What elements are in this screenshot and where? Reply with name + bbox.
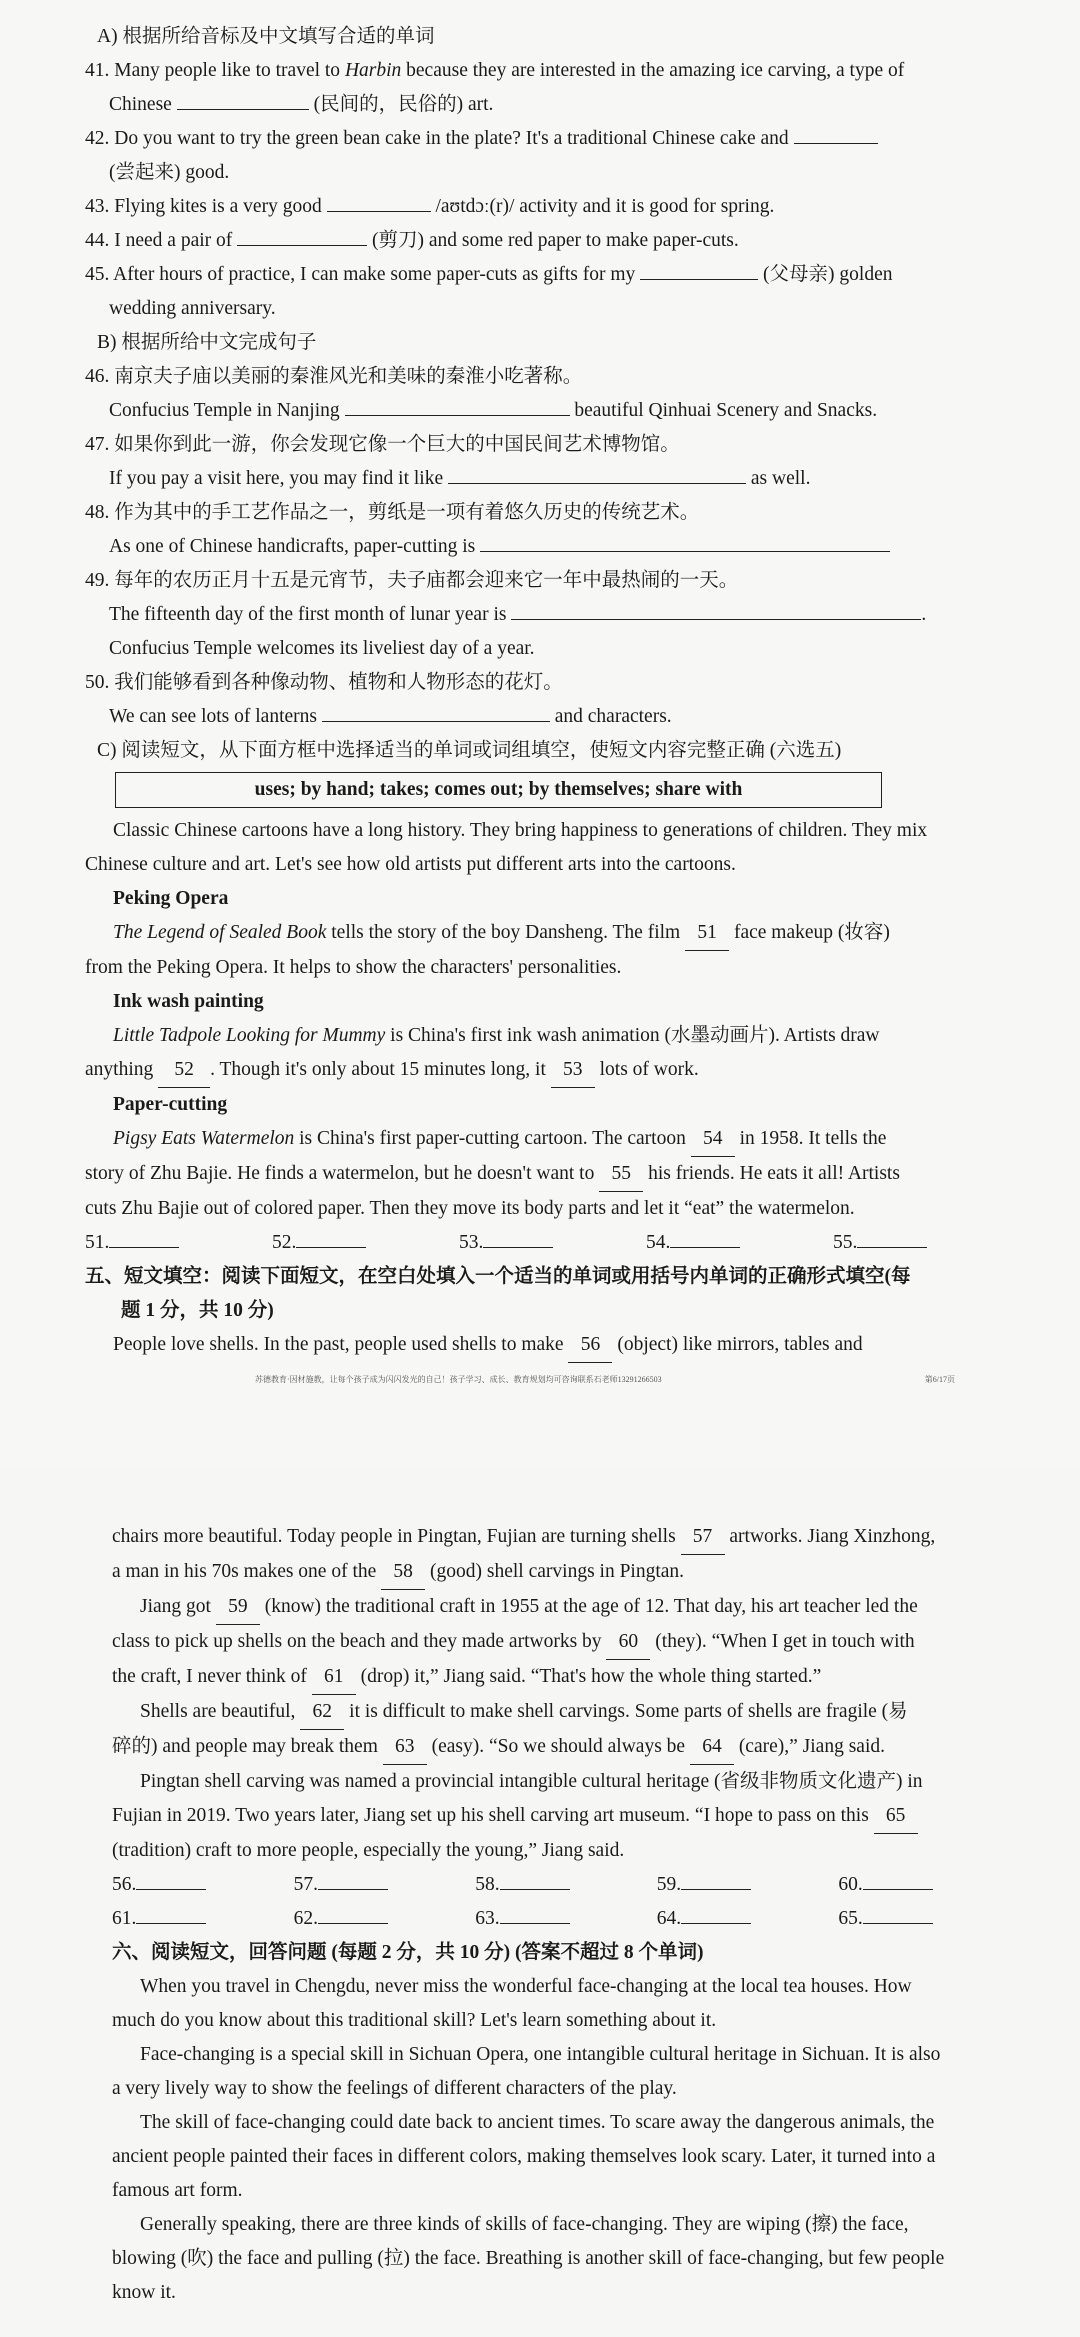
passage-line: a very lively way to show the feelings of different characters of the play. bbox=[112, 2078, 677, 2099]
answer-blank-58[interactable]: 58 bbox=[381, 1555, 425, 1590]
answer-row-51-55 bbox=[85, 1226, 1020, 1260]
passage-line: ancient people painted their faces in different colors, making themselves look scary. Later, it turned into a bbox=[112, 2146, 936, 2167]
question-45: 45. After hours of practice, I can make some paper-cuts as gifts for my (父母亲) golden bbox=[85, 258, 1020, 292]
question-41: 41. Many people like to travel to Harbin because they are interested in the amazing ice carving, a type of bbox=[85, 60, 905, 81]
passage-line: know it. bbox=[112, 2282, 176, 2303]
word-bank-box: uses; by hand; takes; comes out; by themselves; share with bbox=[115, 772, 882, 808]
answer-number: 58. bbox=[475, 1874, 500, 1895]
answer-blank-57[interactable]: 57 bbox=[681, 1520, 725, 1555]
answer-number: 56. bbox=[112, 1874, 137, 1895]
question-50: We can see lots of lanterns and characters. bbox=[85, 700, 1020, 734]
question-48-cn: 48. 作为其中的手工艺作品之一，剪纸是一项有着悠久历史的传统艺术。 bbox=[85, 502, 700, 523]
question-48: As one of Chinese handicrafts, paper-cutting is bbox=[85, 530, 1020, 564]
answer-blank[interactable] bbox=[500, 1905, 570, 1924]
answer-blank-60[interactable]: 60 bbox=[606, 1625, 650, 1660]
passage-line: 碎的) and people may break them 63 (easy). “So we should always be 64 (care),” Jiang said. bbox=[112, 1730, 1020, 1765]
part-c-heading: C) 阅读短文，从下面方框中选择适当的单词或词组填空，使短文内容完整正确 (六选五) bbox=[97, 740, 842, 761]
passage-line: Face-changing is a special skill in Sichuan Opera, one intangible cultural heritage in Sichuan. It is also bbox=[140, 2044, 941, 2065]
question-46: Confucius Temple in Nanjing beautiful Qinhuai Scenery and Snacks. bbox=[85, 394, 1020, 428]
answer-blank[interactable] bbox=[318, 1905, 388, 1924]
answer-blank-62[interactable]: 62 bbox=[300, 1695, 344, 1730]
passage-line: When you travel in Chengdu, never miss the wonderful face-changing at the local tea houses. How bbox=[140, 1976, 912, 1997]
answer-blank-54[interactable]: 54 bbox=[691, 1122, 735, 1157]
passage-line: blowing (吹) the face and pulling (拉) the face. Breathing is another skill of face-changing, but few people bbox=[112, 2248, 945, 2269]
passage-line: Fujian in 2019. Two years later, Jiang set up his shell carving art museum. “I hope to pass on this 65 bbox=[112, 1799, 1020, 1834]
passage-line: Jiang got 59 (know) the traditional craft in 1955 at the age of 12. That day, his art teacher led the bbox=[112, 1590, 1020, 1625]
answer-blank[interactable] bbox=[136, 1905, 206, 1924]
passage-line: chairs more beautiful. Today people in Pingtan, Fujian are turning shells 57 artworks. Jiang Xinzhong, bbox=[112, 1520, 1020, 1555]
answer-blank-52[interactable]: 52 bbox=[158, 1053, 210, 1088]
page-number: 第6/17页 bbox=[924, 1375, 955, 1384]
answer-blank-64[interactable]: 64 bbox=[690, 1730, 734, 1765]
question-43: 43. Flying kites is a very good /aʊtdɔː(r)/ activity and it is good for spring. bbox=[85, 190, 1020, 224]
passage-line: the craft, I never think of 61 (drop) it,” Jiang said. “That's how the whole thing started.” bbox=[112, 1660, 1020, 1695]
question-42: 42. Do you want to try the green bean cake in the plate? It's a traditional Chinese cake and bbox=[85, 122, 1020, 156]
question-46-cn: 46. 南京夫子庙以美丽的秦淮风光和美味的秦淮小吃著称。 bbox=[85, 366, 583, 387]
answer-number: 60. bbox=[838, 1874, 863, 1895]
answer-blank[interactable] bbox=[177, 91, 309, 110]
passage-line: anything 52 . Though it's only about 15 minutes long, it 53 lots of work. bbox=[85, 1053, 1020, 1088]
part-b-heading: B) 根据所给中文完成句子 bbox=[97, 332, 317, 353]
answer-number: 53. bbox=[459, 1232, 484, 1253]
part-a-heading: A) 根据所给音标及中文填写合适的单词 bbox=[97, 26, 435, 47]
passage-line: The Legend of Sealed Book tells the story of the boy Dansheng. The film 51 face makeup (妆容) bbox=[85, 916, 1020, 951]
answer-blank-51[interactable]: 51 bbox=[685, 916, 729, 951]
answer-number: 62. bbox=[293, 1908, 318, 1929]
question-41-cont: Chinese (民间的，民俗的) art. bbox=[85, 88, 1020, 122]
section-5-heading-cont: 题 1 分，共 10 分) bbox=[121, 1300, 274, 1321]
answer-blank-53[interactable]: 53 bbox=[551, 1053, 595, 1088]
answer-blank[interactable] bbox=[511, 601, 921, 620]
answer-blank[interactable] bbox=[345, 397, 570, 416]
answer-row-61-65 bbox=[112, 1902, 1020, 1936]
answer-number: 57. bbox=[293, 1874, 318, 1895]
question-42-cont: (尝起来) good. bbox=[109, 162, 230, 183]
answer-blank-65[interactable]: 65 bbox=[874, 1799, 918, 1834]
page-footer bbox=[85, 1373, 955, 1387]
question-47: If you pay a visit here, you may find it like as well. bbox=[85, 462, 1020, 496]
answer-blank[interactable] bbox=[318, 1871, 388, 1890]
answer-blank[interactable] bbox=[794, 125, 878, 144]
passage-line: famous art form. bbox=[112, 2180, 243, 2201]
passage-line: story of Zhu Bajie. He finds a watermelon, but he doesn't want to 55 his friends. He eats it all! Artists bbox=[85, 1157, 1020, 1192]
answer-blank-61[interactable]: 61 bbox=[312, 1660, 356, 1695]
subheading-ink-wash: Ink wash painting bbox=[113, 991, 264, 1012]
answer-blank[interactable] bbox=[136, 1871, 206, 1890]
passage-line: Generally speaking, there are three kinds of skills of face-changing. They are wiping (擦) the face, bbox=[140, 2214, 909, 2235]
answer-blank[interactable] bbox=[681, 1871, 751, 1890]
passage-line: People love shells. In the past, people used shells to make 56 (object) like mirrors, tables and bbox=[85, 1328, 1020, 1363]
answer-row-56-60 bbox=[112, 1868, 1020, 1902]
answer-number: 65. bbox=[838, 1908, 863, 1929]
passage-line: Pigsy Eats Watermelon is China's first paper-cutting cartoon. The cartoon 54 in 1958. It tells the bbox=[85, 1122, 1020, 1157]
answer-blank[interactable] bbox=[237, 227, 367, 246]
answer-blank[interactable] bbox=[857, 1229, 927, 1248]
answer-blank[interactable] bbox=[327, 193, 431, 212]
answer-blank[interactable] bbox=[322, 703, 550, 722]
answer-number: 52. bbox=[272, 1232, 297, 1253]
answer-blank[interactable] bbox=[483, 1229, 553, 1248]
answer-number: 64. bbox=[656, 1908, 682, 1929]
passage-line: class to pick up shells on the beach and they made artworks by 60 (they). “When I get in touch with bbox=[112, 1625, 1020, 1660]
question-50-cn: 50. 我们能够看到各种像动物、植物和人物形态的花灯。 bbox=[85, 672, 563, 693]
subheading-peking-opera: Peking Opera bbox=[113, 888, 229, 909]
answer-number: 63. bbox=[475, 1908, 500, 1929]
passage-line: Classic Chinese cartoons have a long history. They bring happiness to generations of children. They mix bbox=[113, 820, 928, 841]
answer-number: 61. bbox=[112, 1908, 137, 1929]
answer-blank[interactable] bbox=[500, 1871, 570, 1890]
answer-blank[interactable] bbox=[640, 261, 758, 280]
passage-line: Pingtan shell carving was named a provincial intangible cultural heritage (省级非物质文化遗产) in bbox=[140, 1771, 923, 1792]
passage-line: from the Peking Opera. It helps to show the characters' personalities. bbox=[85, 957, 622, 978]
subheading-paper-cutting: Paper-cutting bbox=[113, 1094, 228, 1115]
answer-blank[interactable] bbox=[296, 1229, 366, 1248]
question-44: 44. I need a pair of (剪刀) and some red paper to make paper-cuts. bbox=[85, 224, 1020, 258]
exam-page-2 bbox=[0, 1470, 1080, 2337]
answer-number: 55. bbox=[833, 1232, 858, 1253]
passage-line: (tradition) craft to more people, especially the young,” Jiang said. bbox=[112, 1840, 625, 1861]
answer-blank[interactable] bbox=[681, 1905, 751, 1924]
answer-number: 51. bbox=[85, 1232, 110, 1253]
question-49-cn: 49. 每年的农历正月十五是元宵节，夫子庙都会迎来它一年中最热闹的一天。 bbox=[85, 570, 739, 591]
answer-blank[interactable] bbox=[448, 465, 746, 484]
answer-blank[interactable] bbox=[480, 533, 890, 552]
question-47-cn: 47. 如果你到此一游，你会发现它像一个巨大的中国民间艺术博物馆。 bbox=[85, 434, 680, 455]
question-49: The fifteenth day of the first month of lunar year is . bbox=[85, 598, 1020, 632]
passage-line: cuts Zhu Bajie out of colored paper. Then they move its body parts and let it “eat” the watermelon. bbox=[85, 1198, 855, 1219]
answer-blank-63[interactable]: 63 bbox=[383, 1730, 427, 1765]
answer-blank-59[interactable]: 59 bbox=[216, 1590, 260, 1625]
passage-line: Chinese culture and art. Let's see how old artists put different arts into the cartoons. bbox=[85, 854, 736, 875]
answer-blank[interactable] bbox=[109, 1229, 179, 1248]
answer-blank-55[interactable]: 55 bbox=[599, 1157, 643, 1192]
question-45-cont: wedding anniversary. bbox=[109, 298, 276, 319]
answer-number: 59. bbox=[656, 1874, 682, 1895]
passage-line: The skill of face-changing could date back to ancient times. To scare away the dangerous animals, the bbox=[140, 2112, 935, 2133]
passage-line: Shells are beautiful, 62 it is difficult to make shell carvings. Some parts of shells are fragile (易 bbox=[112, 1695, 1020, 1730]
passage-line: much do you know about this traditional skill? Let's learn something about it. bbox=[112, 2010, 717, 2031]
passage-line: a man in his 70s makes one of the 58 (good) shell carvings in Pingtan. bbox=[112, 1555, 1020, 1590]
passage-line: Little Tadpole Looking for Mummy is China's first ink wash animation (水墨动画片). Artists draw bbox=[113, 1025, 880, 1046]
answer-blank-56[interactable]: 56 bbox=[568, 1328, 612, 1363]
section-5-heading: 五、短文填空：阅读下面短文，在空白处填入一个适当的单词或用括号内单词的正确形式填空(每 bbox=[85, 1266, 911, 1287]
answer-blank[interactable] bbox=[863, 1871, 933, 1890]
section-6-heading: 六、阅读短文，回答问题 (每题 2 分，共 10 分) (答案不超过 8 个单词) bbox=[112, 1942, 704, 1963]
answer-number: 54. bbox=[646, 1232, 671, 1253]
answer-blank[interactable] bbox=[863, 1905, 933, 1924]
answer-blank[interactable] bbox=[670, 1229, 740, 1248]
footer-text: 苏德教育·因材施教，让每个孩子成为闪闪发光的自己！孩子学习、成长、教育规划均可咨询联系石老师13291266503 bbox=[255, 1375, 662, 1384]
question-49-cont: Confucius Temple welcomes its liveliest day of a year. bbox=[109, 638, 535, 659]
